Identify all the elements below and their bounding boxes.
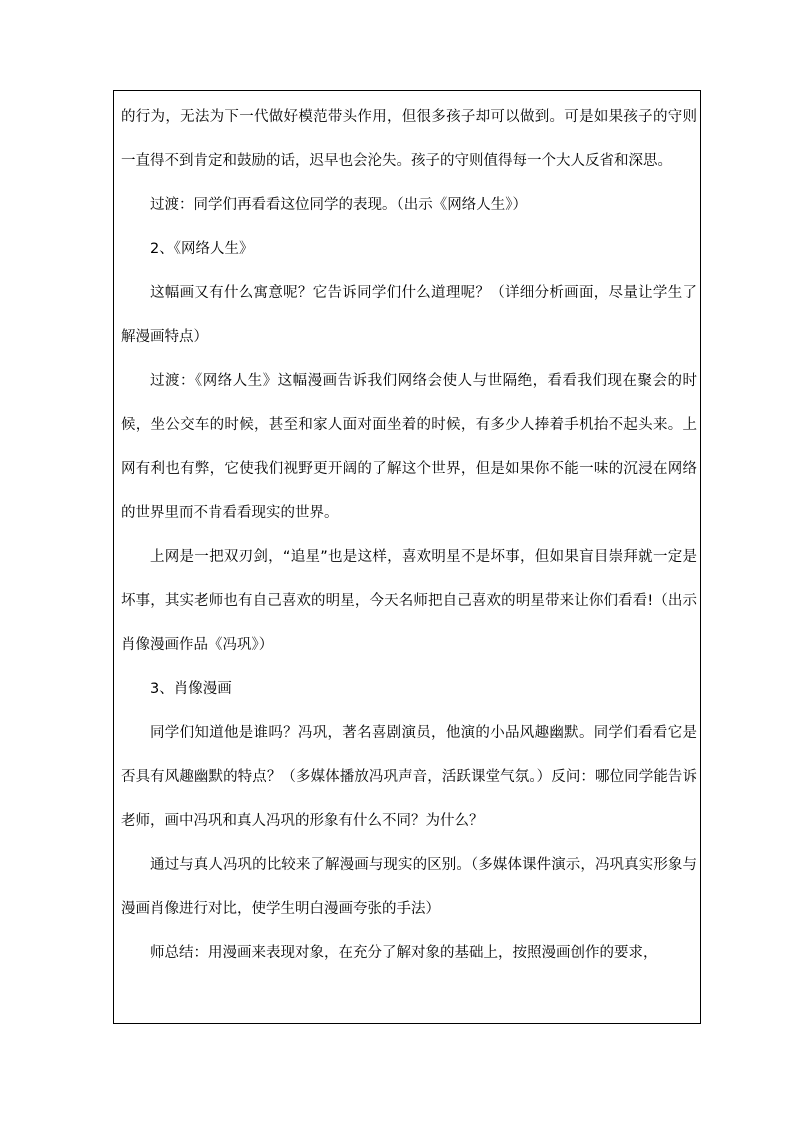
section-heading: 3、肖像漫画 — [150, 681, 232, 697]
document-body — [121, 95, 697, 975]
paragraph: 同学们知道他是谁吗？冯巩，著名喜剧演员，他演的小品风趣幽默。同学们看看它是否具有风趣幽默的特点？（多媒体播放冯巩声音，活跃课堂气氛。）反问：哪位同学能告诉老师，画中冯巩和真人冯巩的形象有什么不同？为什么？ — [121, 725, 697, 829]
paragraph: 通过与真人冯巩的比较来了解漫画与现实的区别。（多媒体课件演示，冯巩真实形象与漫画肖像进行对比，使学生明白漫画夸张的手法） — [121, 857, 697, 917]
paragraph: 过渡：《网络人生》这幅漫画告诉我们网络会使人与世隔绝，看看我们现在聚会的时候，坐公交车的时候，甚至和家人面对面坐着的时候，有多少人捧着手机抬不起头来。上网有利也有弊，它使我们视野更开阔的了解这个世界，但是如果你不能一味的沉浸在网络的世界里而不肯看看现实的世界。 — [121, 373, 697, 521]
paragraph: 过渡：同学们再看看这位同学的表现。（出示《网络人生》） — [150, 197, 527, 213]
paragraph: 这幅画又有什么寓意呢？它告诉同学们什么道理呢？（详细分析画面，尽量让学生了解漫画特点） — [121, 285, 697, 345]
paragraph: 上网是一把双刃剑，“追星”也是这样，喜欢明星不是坏事，但如果盲目崇拜就一定是坏事，其实老师也有自己喜欢的明星，今天名师把自己喜欢的明星带来让你们看看!（出示肖像漫画作品《冯巩》） — [121, 549, 697, 653]
paragraph: 师总结：用漫画来表现对象，在充分了解对象的基础上，按照漫画创作的要求， — [150, 945, 658, 961]
paragraph: 的行为，无法为下一代做好模范带头作用，但很多孩子却可以做到。可是如果孩子的守则一直得不到肯定和鼓励的话，迟早也会沦失。孩子的守则值得每一个大人反省和深思。 — [121, 109, 697, 169]
section-heading: 2、《网络人生》 — [150, 241, 254, 257]
